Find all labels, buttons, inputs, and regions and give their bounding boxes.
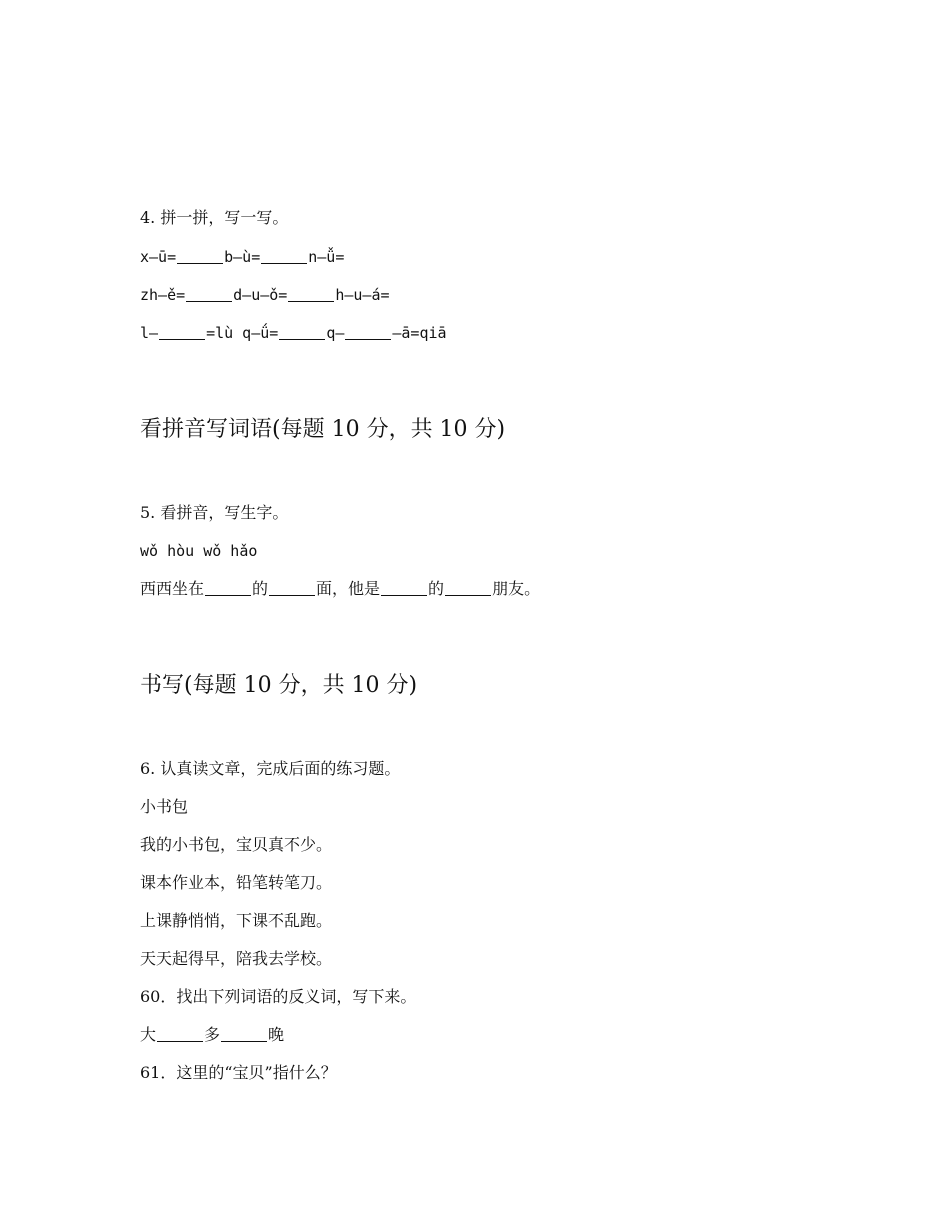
poem-line: 我的小书包，宝贝真不少。: [140, 835, 333, 854]
q4-r3-item-1: l—: [140, 324, 159, 342]
q4-r3-item-2: =lù q—ǘ=: [206, 324, 279, 342]
q4-row-2: [140, 285, 390, 305]
q4-r2-item-2: d—u—ǒ=: [233, 286, 288, 304]
answer-blank[interactable]: [157, 1025, 203, 1042]
q5-part-4: 的: [428, 579, 445, 598]
q4-r2-item-3: h—u—á=: [335, 286, 390, 304]
section-heading-writing: 书写(每题 10 分，共 10 分): [140, 673, 418, 698]
answer-blank[interactable]: [221, 1025, 267, 1042]
q4-r3-item-3: q—: [326, 324, 345, 342]
q5-part-5: 朋友。: [492, 579, 541, 598]
q5-sentence: [140, 579, 540, 599]
question-5-title: 5. 看拼音，写生字。: [140, 503, 289, 522]
answer-blank[interactable]: [288, 285, 334, 302]
section-heading-pinyin: 看拼音写词语(每题 10 分，共 10 分): [140, 417, 506, 442]
answer-blank[interactable]: [159, 323, 205, 340]
q4-r1-item-1: x—ū=: [140, 248, 177, 266]
answer-blank[interactable]: [381, 579, 427, 596]
q4-r1-item-2: b—ù=: [224, 248, 261, 266]
answer-blank[interactable]: [205, 579, 251, 596]
answer-blank[interactable]: [279, 323, 325, 340]
word-many: 多: [204, 1025, 221, 1044]
q4-r2-item-1: zh—ě=: [140, 286, 186, 304]
subquestion-60-words: [140, 1025, 284, 1045]
answer-blank[interactable]: [445, 579, 491, 596]
q5-part-3: 面，他是: [316, 579, 381, 598]
q5-pinyin: wǒ hòu wǒ hǎo: [140, 542, 258, 560]
answer-blank[interactable]: [186, 285, 232, 302]
answer-blank[interactable]: [345, 323, 391, 340]
q4-r1-item-3: n—ǚ=: [308, 248, 345, 266]
poem-line: 课本作业本，铅笔转笔刀。: [140, 873, 333, 892]
q5-part-2: 的: [252, 579, 269, 598]
q5-part-1: 西西坐在: [140, 579, 205, 598]
subquestion-60-title: 60．找出下列词语的反义词，写下来。: [140, 987, 417, 1006]
subquestion-61-title: 61．这里的“宝贝”指什么？: [140, 1063, 337, 1082]
question-6-title: 6. 认真读文章，完成后面的练习题。: [140, 759, 401, 778]
poem-line: 天天起得早，陪我去学校。: [140, 949, 333, 968]
answer-blank[interactable]: [269, 579, 315, 596]
poem-title: 小书包: [140, 797, 189, 816]
q4-row-1: [140, 247, 344, 267]
q4-r3-item-4: —ā=qiā: [392, 324, 447, 342]
word-late: 晚: [268, 1025, 285, 1044]
answer-blank[interactable]: [177, 247, 223, 264]
word-big: 大: [140, 1025, 157, 1044]
q4-row-3: [140, 323, 447, 343]
poem-line: 上课静悄悄，下课不乱跑。: [140, 911, 333, 930]
answer-blank[interactable]: [261, 247, 307, 264]
question-4-title: 4. 拼一拼，写一写。: [140, 208, 289, 227]
